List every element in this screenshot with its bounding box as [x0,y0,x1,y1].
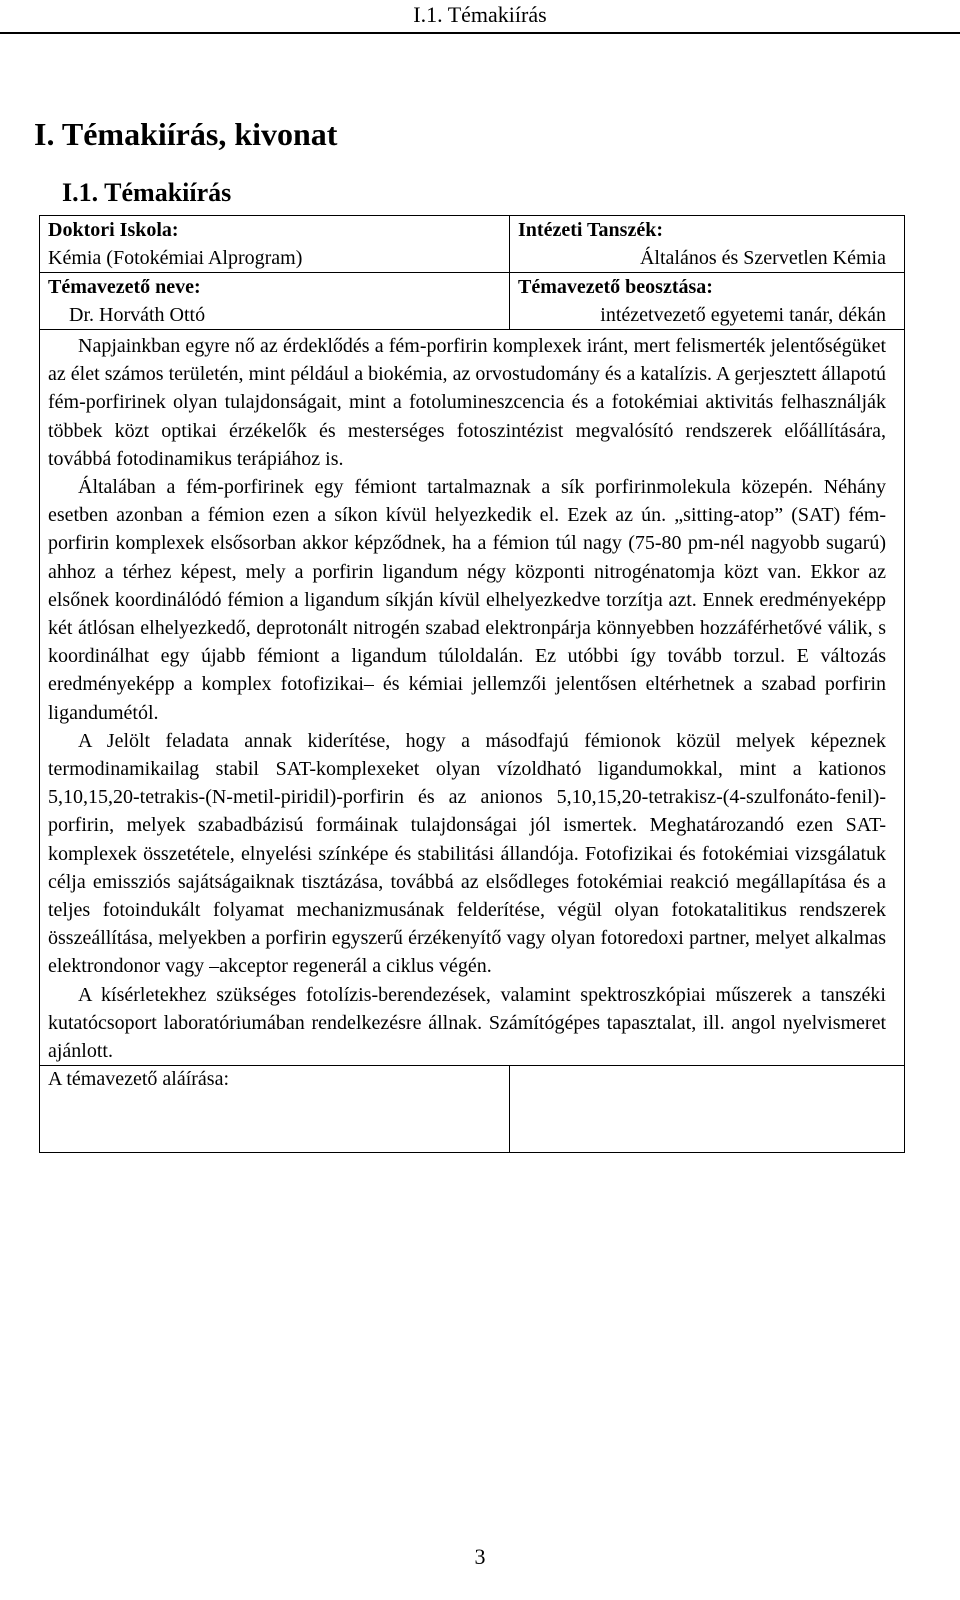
running-header: I.1. Témakiírás [413,2,547,27]
header-rule [0,32,960,34]
paragraph-equipment: A kísérletekhez szükséges fotolízis-berendezések, valamint spektroszkópiai műszerek a tanszéki kutatócsoport laboratóriumában rendelkezésre állnak. Számítógépes tapasztalat, ill. angol nyelvismeret ajánlott. [48,983,886,1063]
supervisor-position-value: intézetvezető egyetemi tanár, dékán [600,304,886,326]
signature-field[interactable] [510,1066,904,1152]
supervisor-name-value: Dr. Horváth Ottó [69,304,206,326]
page-number: 3 [474,1544,486,1569]
topic-form [39,215,905,1153]
signature-label: A témavezető aláírása: [40,1066,510,1152]
school-value: Kémia (Fotokémiai Alprogram) [48,247,303,269]
info-row-school-dept [40,216,904,273]
school-cell [40,216,510,272]
signature-row [40,1065,904,1152]
paragraph-candidate-task: A Jelölt feladata annak kiderítése, hogy a másodfajú fémionok közül melyek képeznek termodinamikailag stabil SAT-komplexeket olyan vízoldható ligandumokkal, mint a kationos 5,10,15,20-tetrakis-(N-metil-piridil)-porfirin és az anionos 5,10,15,20-tetrakisz-(4-szulfonáto-fenil)-porfirin, melyek szabadbázisú formáinak tulajdonságai jól ismertek. Meghatározandó ezen SAT-komplexek összetétele, elnyelési színképe és stabilitási állandója. Fotofizikai és fotokémiai vizsgálatuk célja emissziós sajátságaiknak tisztázása, továbbá az elsődleges fotokémiai reakció megállapítása és a teljes fotoindukált folyamat mechanizmusának felderítése, végül olyan fotokatalitikus rendszerek összeállítása, melyekben a porfirin egyszerű érzékenyítő vagy olyan fotoredoxi partner, melyet alkalmas elektrondonor vagy –akceptor regenerál a ciklus végén. [48,729,886,978]
section-title: I.1. Témakiírás [62,178,232,207]
dept-value: Általános és Szervetlen Kémia [639,247,886,269]
dept-cell [510,216,904,272]
supervisor-position-cell [510,273,904,329]
paragraph-intro: Napjainkban egyre nő az érdeklődés a fém-porfirin komplexek iránt, mert felismerték jelentőségüket az élet számos területén, mint például a biokémia, az orvostudomány és a katalízis. A gerjesztett állapotú fém-porfirinek olyan tulajdonságait, mint a fotolumineszcencia és a fotokémiai aktivitás felhasználják többek közt optikai érzékelők és mesterséges fotoszintézist megvalósító rendszerek előállítására, továbbá fotodinamikus terápiához is. [48,335,886,470]
supervisor-name-cell [40,273,510,329]
dept-label: Intézeti Tanszék: [518,219,663,241]
paragraph-sat-complexes: Általában a fém-porfirinek egy fémiont tartalmaznak a sík porfirinmolekula közepén. Néhány esetben azonban a fémion ezen a síkon kívül helyezkedik el. Ezek az ún. „sitting-atop” (SAT) fém-porfirin komplexek elsősorban akkor képződnek, ha a fémion túl nagy (75-80 pm-nél nagyobb sugarú) ahhoz a térhez képest, mely a porfirin ligandum négy központi nitrogénatomja közt van. Ekkor az elsőnek koordinálódó fémion a ligandum síkján kívül elhelyezkedve torzítja azt. Ennek eredményeképp két átlósan elhelyezkedő, deprotonált nitrogén szabad elektronpárja könnyebben hozzáférhetővé válik, s koordinálhat egy újabb fémiont a ligandum túloldalán. Ez utóbbi így tovább torzul. E változás eredményeképp a komplex fotofizikai– és kémiai jellemzői jelentősen eltérhetnek a szabad porfirin ligandumétól. [48,476,886,724]
info-row-supervisor [40,273,904,330]
document-title: I. Témakiírás, kivonat [34,116,338,152]
supervisor-name-label: Témavezető neve: [48,276,201,298]
topic-description [40,330,904,1065]
supervisor-position-label: Témavezető beosztása: [518,276,713,298]
school-label: Doktori Iskola: [48,219,179,241]
